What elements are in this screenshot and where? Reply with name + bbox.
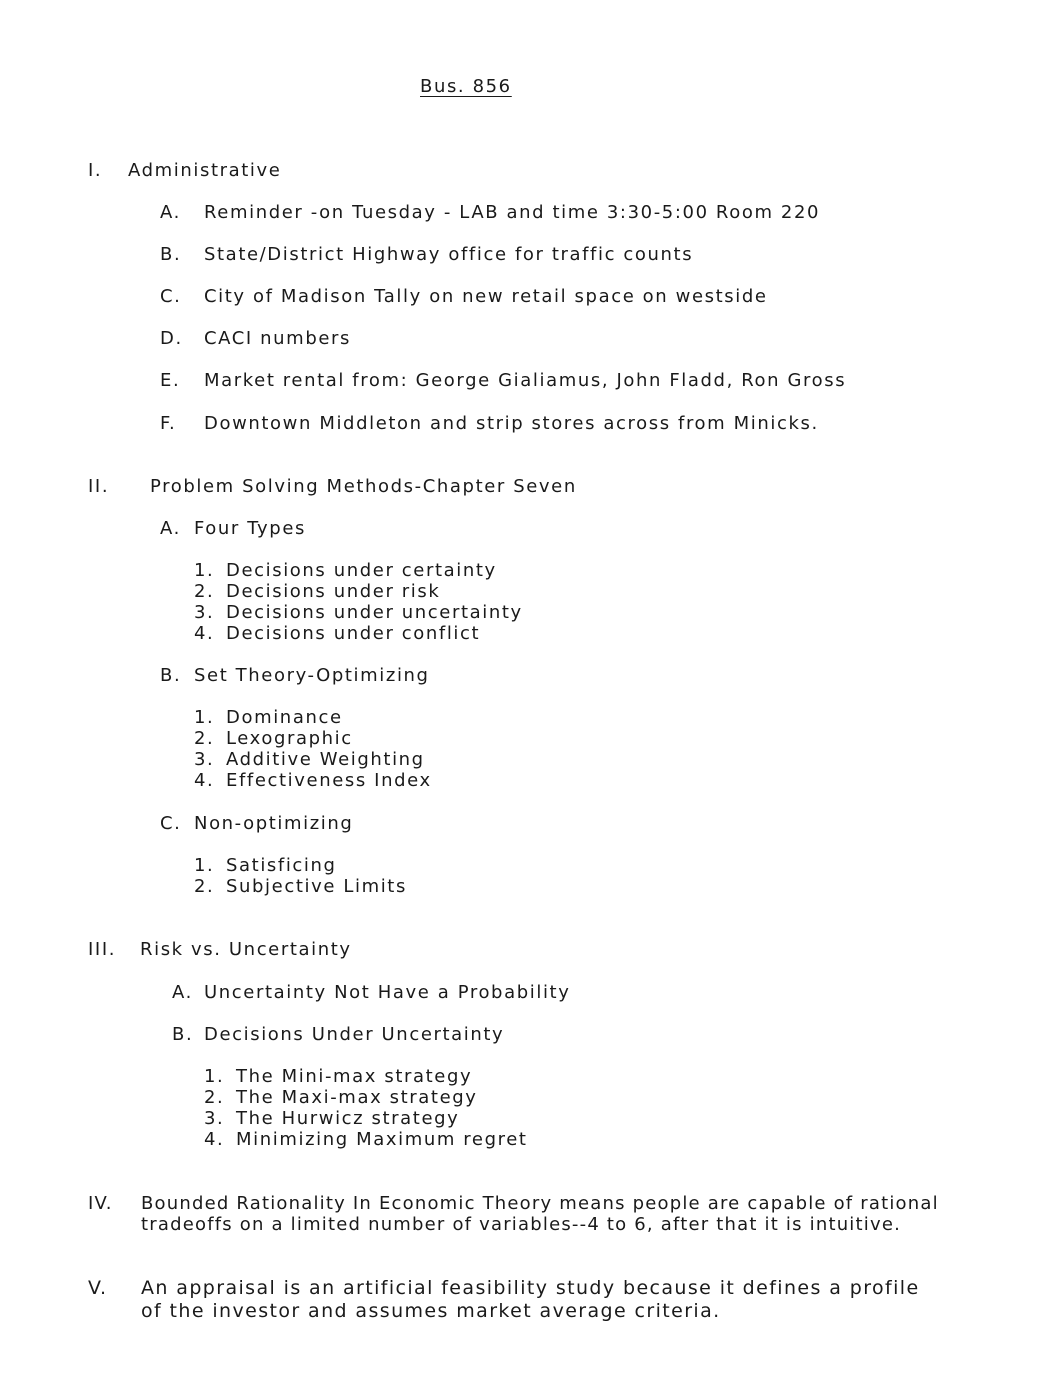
list-item: A. Reminder -on Tuesday - LAB and time 3:30-5:00 Room 220 — [160, 202, 821, 223]
page-title: Bus. 856 — [420, 76, 512, 97]
section-number: II. — [88, 476, 110, 497]
list-item: C. City of Madison Tally on new retail space on westside — [160, 286, 768, 307]
section-paragraph-line: tradeoffs on a limited number of variables--4 to 6, after that it is intuitive. — [141, 1214, 902, 1235]
sub-list-item: 1. Satisficing — [194, 855, 337, 876]
list-item: C. Non-optimizing — [160, 813, 354, 834]
section-heading — [88, 939, 352, 960]
list-item: F. Downtown Middleton and strip stores across from Minicks. — [160, 413, 819, 434]
section-number: V. — [88, 1277, 108, 1299]
section-number: I. — [88, 160, 103, 181]
section-title: Problem Solving Methods-Chapter Seven — [150, 476, 577, 497]
sub-list-item: 2. Decisions under risk — [194, 581, 441, 602]
sub-list-item: 3. Decisions under uncertainty — [194, 602, 523, 623]
sub-list-item: 4. Decisions under conflict — [194, 623, 481, 644]
sub-list-item: 3. The Hurwicz strategy — [204, 1108, 460, 1129]
sub-list-item: 2. Subjective Limits — [194, 876, 407, 897]
sub-list-item: 3. Additive Weighting — [194, 749, 425, 770]
section-paragraph-line: of the investor and assumes market average criteria. — [141, 1300, 721, 1322]
section-number: IV. — [88, 1193, 113, 1214]
section-paragraph: IV. Bounded Rationality In Economic Theory means people are capable of rational — [88, 1193, 939, 1214]
list-item: B. Decisions Under Uncertainty — [172, 1024, 505, 1045]
list-item: B. State/District Highway office for traffic counts — [160, 244, 694, 265]
sub-list-item: 4. Minimizing Maximum regret — [204, 1129, 528, 1150]
sub-list-item: 2. The Maxi-max strategy — [204, 1087, 478, 1108]
sub-list-item: 1. The Mini-max strategy — [204, 1066, 473, 1087]
section-title: Risk vs. Uncertainty — [140, 939, 352, 960]
section-title: Administrative — [128, 160, 282, 181]
list-item: D. CACI numbers — [160, 328, 351, 349]
section-heading — [88, 476, 577, 497]
list-item: B. Set Theory-Optimizing — [160, 665, 430, 686]
section-heading — [88, 160, 281, 181]
list-item: E. Market rental from: George Gialiamus, John Fladd, Ron Gross — [160, 370, 847, 391]
sub-list-item: 4. Effectiveness Index — [194, 770, 432, 791]
list-item: A. Uncertainty Not Have a Probability — [172, 982, 571, 1003]
section-paragraph: V. An appraisal is an artificial feasibility study because it defines a profile — [88, 1277, 920, 1299]
sub-list-item: 1. Dominance — [194, 707, 343, 728]
list-item: A. Four Types — [160, 518, 306, 539]
section-number: III. — [88, 939, 117, 960]
sub-list-item: 1. Decisions under certainty — [194, 560, 497, 581]
sub-list-item: 2. Lexographic — [194, 728, 353, 749]
